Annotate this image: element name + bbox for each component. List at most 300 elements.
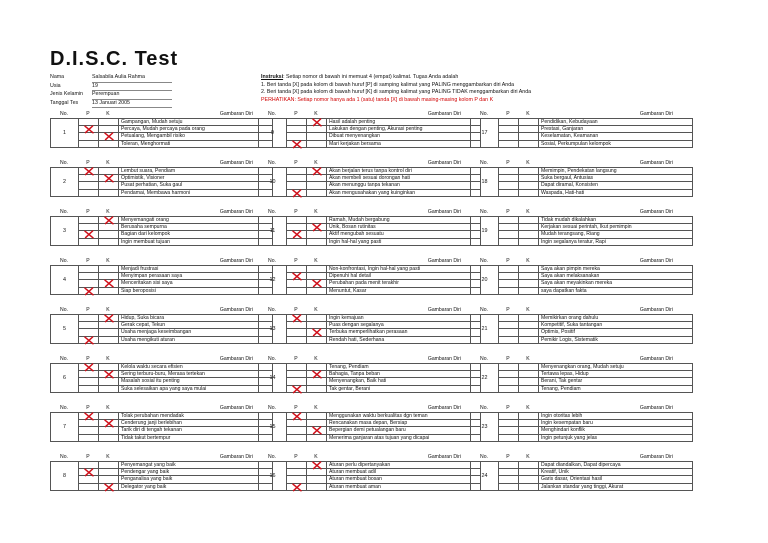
- question-body: [50, 461, 273, 491]
- k-checkbox-cell[interactable]: [98, 119, 118, 125]
- k-checkbox-cell[interactable]: [306, 484, 326, 490]
- k-checkbox-cell[interactable]: [98, 133, 118, 139]
- question-block-21: [470, 306, 693, 344]
- question-number: 20: [470, 266, 498, 295]
- statement-row: [286, 190, 481, 197]
- statement-row: [498, 231, 693, 238]
- p-checkbox-cell[interactable]: [78, 315, 98, 321]
- statement-row: [498, 126, 693, 133]
- statement-text: Ingin petunjuk yang jelas: [538, 435, 693, 441]
- header-description: Gambaran Diri: [639, 209, 673, 215]
- k-checkbox-cell[interactable]: [518, 315, 538, 321]
- k-checkbox-cell[interactable]: [518, 378, 538, 384]
- info-label: Usia: [50, 82, 61, 89]
- statement-row: [78, 337, 273, 344]
- k-checkbox-cell[interactable]: [98, 378, 118, 384]
- k-checkbox-cell[interactable]: [98, 266, 118, 272]
- k-checkbox-cell[interactable]: [518, 280, 538, 286]
- question-block-22: [470, 355, 693, 393]
- statement-text: Saya akan meyakinkan mereka: [538, 280, 693, 286]
- p-checkbox-cell[interactable]: [286, 435, 306, 441]
- k-checkbox-cell[interactable]: [98, 182, 118, 188]
- p-checkbox-cell[interactable]: [78, 126, 98, 132]
- header-k: K: [526, 356, 530, 362]
- k-checkbox-cell[interactable]: [518, 322, 538, 328]
- statement-row: [498, 476, 693, 483]
- statement-row: [78, 378, 273, 385]
- p-checkbox-cell[interactable]: [286, 337, 306, 343]
- p-checkbox-cell[interactable]: [498, 364, 518, 370]
- p-checkbox-cell[interactable]: [78, 182, 98, 188]
- p-checkbox-cell[interactable]: [286, 190, 306, 196]
- p-checkbox-cell[interactable]: [78, 378, 98, 384]
- question-number: 16: [258, 462, 286, 491]
- p-checkbox-cell[interactable]: [286, 484, 306, 490]
- k-checkbox-cell[interactable]: [98, 462, 118, 468]
- statement-text: Ingin segalanya teratur, Rapi: [538, 239, 693, 245]
- statement-row: [498, 371, 693, 378]
- question-body: [258, 167, 481, 197]
- k-checkbox-cell[interactable]: [518, 141, 538, 147]
- k-checkbox-cell[interactable]: [518, 217, 538, 223]
- p-checkbox-cell[interactable]: [78, 413, 98, 419]
- k-checkbox-cell[interactable]: [306, 413, 326, 419]
- p-checkbox-cell[interactable]: [498, 420, 518, 426]
- p-checkbox-cell[interactable]: [498, 315, 518, 321]
- statement-text: Pemikir Logis, Sistematik: [538, 337, 693, 343]
- p-checkbox-cell[interactable]: [286, 280, 306, 286]
- question-block-15: [258, 404, 481, 442]
- p-checkbox-cell[interactable]: [286, 239, 306, 245]
- p-checkbox-cell[interactable]: [78, 273, 98, 279]
- statement-row: [498, 427, 693, 434]
- statement-row: [498, 462, 693, 469]
- k-checkbox-cell[interactable]: [518, 239, 538, 245]
- header-description: Gambaran Diri: [427, 111, 461, 117]
- k-checkbox-cell[interactable]: [306, 190, 326, 196]
- p-checkbox-cell[interactable]: [286, 364, 306, 370]
- statement-text: Ingin otoritas lebih: [538, 413, 693, 419]
- respondent-info: [50, 74, 172, 108]
- k-checkbox-cell[interactable]: [306, 476, 326, 482]
- header-description: Gambaran Diri: [639, 454, 673, 460]
- k-checkbox-cell[interactable]: [518, 413, 538, 419]
- p-checkbox-cell[interactable]: [498, 231, 518, 237]
- k-checkbox-cell[interactable]: [306, 378, 326, 384]
- k-checkbox-cell[interactable]: [518, 371, 538, 377]
- p-checkbox-cell[interactable]: [498, 280, 518, 286]
- k-checkbox-cell[interactable]: [518, 231, 538, 237]
- statement-row: [78, 435, 273, 442]
- statement-text: Delegator yang baik: [118, 484, 273, 490]
- question-block-19: [470, 208, 693, 246]
- k-checkbox-cell[interactable]: [518, 126, 538, 132]
- question-rows: [78, 119, 273, 148]
- k-checkbox-cell[interactable]: [306, 224, 326, 230]
- statement-text: Kompetitif, Suka tantangan: [538, 322, 693, 328]
- k-checkbox-cell[interactable]: [98, 484, 118, 490]
- k-checkbox-cell[interactable]: [98, 386, 118, 392]
- header-no: No.: [268, 160, 276, 166]
- statement-row: [498, 484, 693, 491]
- header-no: No.: [268, 454, 276, 460]
- statement-row: [498, 273, 693, 280]
- p-checkbox-cell[interactable]: [78, 427, 98, 433]
- header-no: No.: [268, 356, 276, 362]
- p-checkbox-cell[interactable]: [78, 175, 98, 181]
- p-checkbox-cell[interactable]: [498, 288, 518, 294]
- instructions-intro: [261, 74, 681, 82]
- info-value-age[interactable]: 19: [92, 83, 172, 92]
- question-body: [470, 265, 693, 295]
- p-checkbox-cell[interactable]: [498, 175, 518, 181]
- p-checkbox-cell[interactable]: [78, 420, 98, 426]
- k-checkbox-cell[interactable]: [98, 337, 118, 343]
- p-checkbox-cell[interactable]: [498, 386, 518, 392]
- p-checkbox-cell[interactable]: [498, 484, 518, 490]
- question-body: [470, 461, 693, 491]
- p-checkbox-cell[interactable]: [286, 386, 306, 392]
- statement-text: Petualang, Mengambil risiko: [118, 133, 273, 139]
- p-checkbox-cell[interactable]: [286, 119, 306, 125]
- p-checkbox-cell[interactable]: [498, 133, 518, 139]
- question-rows: [78, 462, 273, 491]
- p-checkbox-cell[interactable]: [286, 288, 306, 294]
- p-checkbox-cell[interactable]: [78, 469, 98, 475]
- k-checkbox-cell[interactable]: [518, 476, 538, 482]
- question-header: [50, 208, 273, 216]
- p-checkbox-cell[interactable]: [286, 168, 306, 174]
- k-checkbox-cell[interactable]: [98, 141, 118, 147]
- k-checkbox-cell[interactable]: [518, 273, 538, 279]
- p-checkbox-cell[interactable]: [78, 386, 98, 392]
- header-p: P: [86, 160, 90, 166]
- header-description: Gambaran Diri: [427, 307, 461, 313]
- p-checkbox-cell[interactable]: [286, 126, 306, 132]
- question-block-13: [258, 306, 481, 344]
- k-checkbox-cell[interactable]: [98, 231, 118, 237]
- statement-text: Masalah sosial itu penting: [118, 378, 273, 384]
- k-checkbox-cell[interactable]: [306, 231, 326, 237]
- header-p: P: [294, 307, 298, 313]
- statement-text: Ingin kemajuan: [326, 315, 481, 321]
- p-checkbox-cell[interactable]: [78, 168, 98, 174]
- info-value-name[interactable]: Salsabila Aulia Rahma: [92, 74, 172, 83]
- header-no: No.: [268, 258, 276, 264]
- statement-row: [498, 386, 693, 393]
- statement-text: Tertawa lepas, Hidup: [538, 371, 693, 377]
- k-checkbox-cell[interactable]: [518, 462, 538, 468]
- p-checkbox-cell[interactable]: [498, 329, 518, 335]
- header-no: No.: [480, 160, 488, 166]
- p-checkbox-cell[interactable]: [286, 462, 306, 468]
- p-checkbox-cell[interactable]: [78, 141, 98, 147]
- p-checkbox-cell[interactable]: [78, 371, 98, 377]
- p-checkbox-cell[interactable]: [78, 476, 98, 482]
- question-rows: [286, 266, 481, 295]
- k-checkbox-cell[interactable]: [518, 364, 538, 370]
- k-checkbox-cell[interactable]: [306, 427, 326, 433]
- statement-row: [78, 224, 273, 231]
- k-checkbox-cell[interactable]: [306, 266, 326, 272]
- header-no: No.: [60, 356, 68, 362]
- k-checkbox-cell[interactable]: [98, 217, 118, 223]
- statement-row: [286, 484, 481, 491]
- p-checkbox-cell[interactable]: [286, 315, 306, 321]
- p-checkbox-cell[interactable]: [498, 378, 518, 384]
- k-checkbox-cell[interactable]: [98, 175, 118, 181]
- statement-row: [78, 239, 273, 246]
- question-number: 9: [258, 119, 286, 148]
- question-header: [470, 355, 693, 363]
- question-number: 4: [50, 266, 78, 295]
- k-checkbox-cell[interactable]: [306, 386, 326, 392]
- k-checkbox-cell[interactable]: [306, 371, 326, 377]
- p-checkbox-cell[interactable]: [498, 413, 518, 419]
- k-checkbox-cell[interactable]: [518, 168, 538, 174]
- statement-text: Mudah terangsang, Riang: [538, 231, 693, 237]
- question-rows: [498, 217, 693, 246]
- p-checkbox-cell[interactable]: [498, 462, 518, 468]
- k-checkbox-cell[interactable]: [98, 371, 118, 377]
- p-checkbox-cell[interactable]: [498, 182, 518, 188]
- p-checkbox-cell[interactable]: [286, 175, 306, 181]
- p-checkbox-cell[interactable]: [78, 266, 98, 272]
- p-checkbox-cell[interactable]: [286, 217, 306, 223]
- statement-row: [498, 322, 693, 329]
- k-checkbox-cell[interactable]: [306, 280, 326, 286]
- statement-row: [286, 337, 481, 344]
- x-mark-icon: [292, 189, 302, 198]
- k-checkbox-cell[interactable]: [306, 119, 326, 125]
- p-checkbox-cell[interactable]: [78, 322, 98, 328]
- k-checkbox-cell[interactable]: [98, 224, 118, 230]
- k-checkbox-cell[interactable]: [98, 427, 118, 433]
- statement-text: Ingin membuat tujuan: [118, 239, 273, 245]
- header-k: K: [526, 405, 530, 411]
- question-number: 24: [470, 462, 498, 491]
- k-checkbox-cell[interactable]: [306, 329, 326, 335]
- question-header: [470, 453, 693, 461]
- statement-text: Penyemangat yang baik: [118, 462, 273, 468]
- k-checkbox-cell[interactable]: [306, 168, 326, 174]
- k-checkbox-cell[interactable]: [306, 435, 326, 441]
- question-header: [470, 306, 693, 314]
- p-checkbox-cell[interactable]: [498, 322, 518, 328]
- p-checkbox-cell[interactable]: [498, 217, 518, 223]
- question-body: [258, 118, 481, 148]
- statement-row: [78, 175, 273, 182]
- p-checkbox-cell[interactable]: [498, 224, 518, 230]
- k-checkbox-cell[interactable]: [518, 469, 538, 475]
- instructions-line-1: 1. Beri tanda [X] pada kolom di bawah huruf [P] di samping kalimat yang PALING menggambarkan diri Anda: [261, 81, 515, 88]
- k-checkbox-cell[interactable]: [306, 126, 326, 132]
- question-rows: [498, 413, 693, 442]
- question-header: [50, 159, 273, 167]
- k-checkbox-cell[interactable]: [98, 239, 118, 245]
- p-checkbox-cell[interactable]: [498, 266, 518, 272]
- statement-text: Aturan perlu dipertanyakan: [326, 462, 481, 468]
- p-checkbox-cell[interactable]: [78, 364, 98, 370]
- p-checkbox-cell[interactable]: [286, 322, 306, 328]
- statement-text: Akan menunggu tanpa tekanan: [326, 182, 481, 188]
- statement-row: [286, 462, 481, 469]
- header-description: Gambaran Diri: [427, 258, 461, 264]
- p-checkbox-cell[interactable]: [498, 168, 518, 174]
- header-k: K: [314, 356, 318, 362]
- k-checkbox-cell[interactable]: [306, 133, 326, 139]
- k-checkbox-cell[interactable]: [518, 190, 538, 196]
- statement-text: Suka bergaul, Antusias: [538, 175, 693, 181]
- k-checkbox-cell[interactable]: [98, 288, 118, 294]
- question-rows: [286, 119, 481, 148]
- k-checkbox-cell[interactable]: [518, 288, 538, 294]
- k-checkbox-cell[interactable]: [518, 175, 538, 181]
- k-checkbox-cell[interactable]: [518, 435, 538, 441]
- k-checkbox-cell[interactable]: [98, 435, 118, 441]
- p-checkbox-cell[interactable]: [286, 141, 306, 147]
- k-checkbox-cell[interactable]: [306, 239, 326, 245]
- question-block-23: [470, 404, 693, 442]
- question-rows: [286, 315, 481, 344]
- p-checkbox-cell[interactable]: [78, 133, 98, 139]
- p-checkbox-cell[interactable]: [498, 119, 518, 125]
- statement-row: [78, 231, 273, 238]
- p-checkbox-cell[interactable]: [286, 413, 306, 419]
- header-p: P: [294, 209, 298, 215]
- question-body: [258, 363, 481, 393]
- header-k: K: [526, 454, 530, 460]
- statement-row: [78, 329, 273, 336]
- k-checkbox-cell[interactable]: [518, 119, 538, 125]
- statement-row: [498, 182, 693, 189]
- p-checkbox-cell[interactable]: [78, 231, 98, 237]
- k-checkbox-cell[interactable]: [518, 266, 538, 272]
- p-checkbox-cell[interactable]: [498, 141, 518, 147]
- p-checkbox-cell[interactable]: [286, 329, 306, 335]
- question-block-6: [50, 355, 273, 393]
- header-no: No.: [268, 111, 276, 117]
- question-header: [50, 355, 273, 363]
- p-checkbox-cell[interactable]: [78, 239, 98, 245]
- statement-text: Akan mengusahakan yang kuinginkan: [326, 190, 481, 196]
- statement-row: [498, 413, 693, 420]
- statement-row: [286, 141, 481, 148]
- info-value-gender[interactable]: Perempuan: [92, 91, 172, 100]
- statement-row: [498, 378, 693, 385]
- statement-text: Bagian dari kelompok: [118, 231, 273, 237]
- header-description: Gambaran Diri: [219, 356, 253, 362]
- p-checkbox-cell[interactable]: [78, 484, 98, 490]
- statement-row: [286, 435, 481, 442]
- k-checkbox-cell[interactable]: [518, 427, 538, 433]
- p-checkbox-cell[interactable]: [78, 190, 98, 196]
- p-checkbox-cell[interactable]: [498, 337, 518, 343]
- p-checkbox-cell[interactable]: [286, 427, 306, 433]
- header-p: P: [294, 454, 298, 460]
- header-p: P: [506, 160, 510, 166]
- p-checkbox-cell[interactable]: [498, 273, 518, 279]
- info-value-date[interactable]: 13 Januari 2005: [92, 100, 172, 109]
- p-checkbox-cell[interactable]: [286, 273, 306, 279]
- question-body: [50, 412, 273, 442]
- header-no: No.: [60, 405, 68, 411]
- k-checkbox-cell[interactable]: [306, 337, 326, 343]
- p-checkbox-cell[interactable]: [498, 476, 518, 482]
- header-description: Gambaran Diri: [639, 307, 673, 313]
- k-checkbox-cell[interactable]: [306, 288, 326, 294]
- k-checkbox-cell[interactable]: [98, 190, 118, 196]
- p-checkbox-cell[interactable]: [498, 126, 518, 132]
- p-checkbox-cell[interactable]: [78, 288, 98, 294]
- p-checkbox-cell[interactable]: [78, 435, 98, 441]
- k-mark: [104, 483, 114, 492]
- k-checkbox-cell[interactable]: [306, 182, 326, 188]
- p-checkbox-cell[interactable]: [498, 239, 518, 245]
- p-checkbox-cell[interactable]: [78, 337, 98, 343]
- k-checkbox-cell[interactable]: [518, 420, 538, 426]
- question-block-12: [258, 257, 481, 295]
- k-checkbox-cell[interactable]: [518, 133, 538, 139]
- statement-row: [78, 420, 273, 427]
- statement-text: Dapat diandalkan, Dapat dipercaya: [538, 462, 693, 468]
- header-no: No.: [480, 111, 488, 117]
- question-number: 19: [470, 217, 498, 246]
- header-p: P: [86, 258, 90, 264]
- p-checkbox-cell[interactable]: [286, 469, 306, 475]
- header-k: K: [314, 258, 318, 264]
- k-checkbox-cell[interactable]: [518, 182, 538, 188]
- p-checkbox-cell[interactable]: [498, 371, 518, 377]
- p-checkbox-cell[interactable]: [498, 190, 518, 196]
- p-checkbox-cell[interactable]: [286, 420, 306, 426]
- k-checkbox-cell[interactable]: [306, 141, 326, 147]
- k-checkbox-cell[interactable]: [306, 315, 326, 321]
- k-checkbox-cell[interactable]: [518, 224, 538, 230]
- k-checkbox-cell[interactable]: [98, 329, 118, 335]
- k-checkbox-cell[interactable]: [518, 484, 538, 490]
- k-checkbox-cell[interactable]: [306, 462, 326, 468]
- k-checkbox-cell[interactable]: [306, 469, 326, 475]
- statement-row: [286, 386, 481, 393]
- statement-text: Sering terburu-buru, Merasa tertekan: [118, 371, 273, 377]
- p-checkbox-cell[interactable]: [498, 427, 518, 433]
- k-checkbox-cell[interactable]: [518, 329, 538, 335]
- statement-text: Tolak perubahan mendadak: [118, 413, 273, 419]
- k-checkbox-cell[interactable]: [98, 315, 118, 321]
- k-checkbox-cell[interactable]: [98, 420, 118, 426]
- k-checkbox-cell[interactable]: [518, 386, 538, 392]
- k-checkbox-cell[interactable]: [98, 469, 118, 475]
- p-checkbox-cell[interactable]: [78, 217, 98, 223]
- question-rows: [498, 364, 693, 393]
- question-header: [470, 257, 693, 265]
- p-checkbox-cell[interactable]: [286, 371, 306, 377]
- header-description: Gambaran Diri: [219, 160, 253, 166]
- p-checkbox-cell[interactable]: [498, 435, 518, 441]
- k-checkbox-cell[interactable]: [306, 175, 326, 181]
- k-checkbox-cell[interactable]: [518, 337, 538, 343]
- p-checkbox-cell[interactable]: [498, 469, 518, 475]
- k-checkbox-cell[interactable]: [98, 322, 118, 328]
- p-checkbox-cell[interactable]: [286, 231, 306, 237]
- k-checkbox-cell[interactable]: [98, 280, 118, 286]
- x-mark-icon: [84, 336, 94, 345]
- statement-row: [498, 288, 693, 295]
- question-block-17: [470, 110, 693, 148]
- statement-text: Non-konfrontasi, Ingin hal-hal yang pasti: [326, 266, 481, 272]
- header-p: P: [294, 405, 298, 411]
